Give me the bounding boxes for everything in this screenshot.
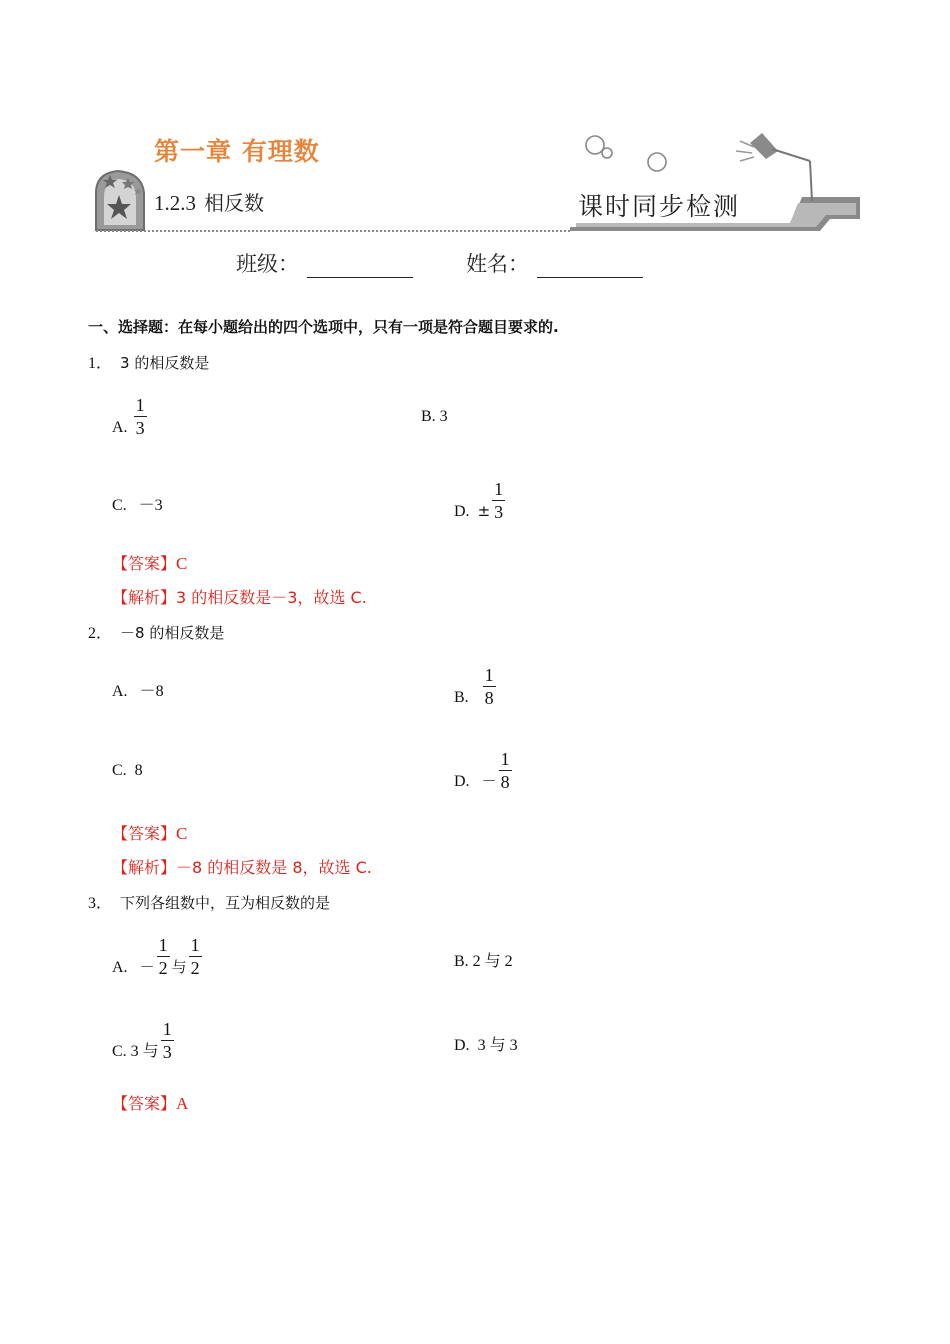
question-number: 2． <box>88 625 113 642</box>
numerator: 1 <box>162 1019 172 1039</box>
analysis-tag: 【解析】 <box>112 588 177 607</box>
fraction <box>134 394 147 439</box>
minus-sign: － <box>139 958 155 977</box>
fraction <box>483 664 496 709</box>
option-label: B. <box>454 953 469 970</box>
option-text: 8 <box>134 762 143 779</box>
section-number: 1.2.3 <box>154 191 196 215</box>
analysis-text: 3 的相反数是－3，故选 C. <box>176 588 367 607</box>
answer-tag: 【答案】 <box>112 1094 177 1113</box>
question-stem: 下列各组数中，互为相反数的是 <box>120 894 331 912</box>
q2-option-d[interactable] <box>454 749 514 805</box>
fraction <box>161 1018 174 1063</box>
numerator: 1 <box>158 935 168 955</box>
option-label: C. <box>112 762 127 779</box>
fraction <box>499 748 512 793</box>
q3-option-c[interactable] <box>112 1019 176 1075</box>
option-label: D. <box>454 503 470 521</box>
question-number: 3． <box>88 895 113 912</box>
star-badge-icon <box>96 171 144 230</box>
series-title: 课时同步检测 <box>578 192 741 221</box>
q3-option-b[interactable] <box>454 948 513 971</box>
q1-option-a[interactable] <box>112 395 149 451</box>
analysis-tag: 【解析】 <box>112 858 177 877</box>
answer-value: C <box>176 824 188 843</box>
q2-answer <box>112 821 187 844</box>
question-stem: －8 的相反数是 <box>120 624 225 642</box>
q3-option-d[interactable] <box>454 1032 518 1055</box>
minus-sign: － <box>481 772 497 791</box>
option-text: －3 <box>138 497 163 514</box>
name-field <box>466 248 643 278</box>
denominator: 2 <box>190 958 200 978</box>
desk-lamp-icon <box>736 133 812 201</box>
q1-analysis <box>112 585 367 608</box>
question-stem: 3 的相反数是 <box>120 354 210 372</box>
answer-value: C <box>176 554 188 573</box>
q2-option-a[interactable] <box>112 678 164 701</box>
numerator: 1 <box>484 665 494 685</box>
option-label: A. <box>112 959 128 977</box>
denominator: 3 <box>135 418 145 438</box>
option-text: 3 与 3 <box>477 1037 518 1054</box>
q3-answer <box>112 1091 188 1114</box>
option-label: D. <box>454 1037 470 1054</box>
question-3 <box>88 890 330 913</box>
answer-tag: 【答案】 <box>112 554 177 573</box>
numerator: 1 <box>494 479 504 499</box>
q2-analysis <box>112 855 372 878</box>
option-text: 3 <box>439 408 448 425</box>
option-label: C. <box>112 1043 127 1061</box>
class-blank[interactable] <box>307 259 413 278</box>
name-label: 姓名： <box>466 252 529 276</box>
option-label: D. <box>454 773 470 791</box>
answer-value: A <box>176 1094 189 1113</box>
question-1 <box>88 350 209 373</box>
numerator: 1 <box>500 749 510 769</box>
option-text: 2 与 2 <box>472 953 513 970</box>
conjunction-text: 与 <box>171 958 187 977</box>
option-label: B. <box>421 408 436 425</box>
denominator: 2 <box>158 958 168 978</box>
denominator: 3 <box>494 502 504 522</box>
chapter-title: 第一章 有理数 <box>154 137 320 166</box>
section-title <box>154 187 264 216</box>
denominator: 8 <box>500 772 510 792</box>
numerator: 1 <box>135 395 145 415</box>
option-text: 3 与 <box>130 1043 159 1061</box>
plus-minus-sign: ± <box>477 502 491 521</box>
fraction <box>189 934 202 979</box>
q1-option-c[interactable] <box>112 492 163 515</box>
class-field <box>236 248 413 278</box>
option-label: B. <box>454 689 469 707</box>
question-2 <box>88 620 224 643</box>
answer-tag: 【答案】 <box>112 824 177 843</box>
analysis-text: －8 的相反数是 8，故选 C. <box>176 858 372 877</box>
q1-option-b[interactable] <box>421 408 448 426</box>
numerator: 1 <box>190 935 200 955</box>
q2-option-b[interactable] <box>454 665 498 721</box>
option-label: A. <box>112 683 128 700</box>
option-label: C. <box>112 497 127 514</box>
name-blank[interactable] <box>537 259 643 278</box>
fraction <box>492 478 505 523</box>
q2-option-c[interactable] <box>112 762 143 780</box>
option-label: A. <box>112 419 128 437</box>
class-label: 班级： <box>236 252 299 276</box>
section-name: 相反数 <box>204 191 264 215</box>
q3-option-a[interactable] <box>112 935 204 991</box>
fraction <box>157 934 170 979</box>
q1-answer <box>112 551 187 574</box>
denominator: 8 <box>484 688 494 708</box>
denominator: 3 <box>162 1042 172 1062</box>
q1-option-d[interactable] <box>454 479 507 535</box>
option-text: －8 <box>139 683 164 700</box>
question-number: 1． <box>88 355 113 372</box>
part-heading: 一、选择题：在每小题给出的四个选项中，只有一项是符合题目要求的. <box>88 318 559 336</box>
